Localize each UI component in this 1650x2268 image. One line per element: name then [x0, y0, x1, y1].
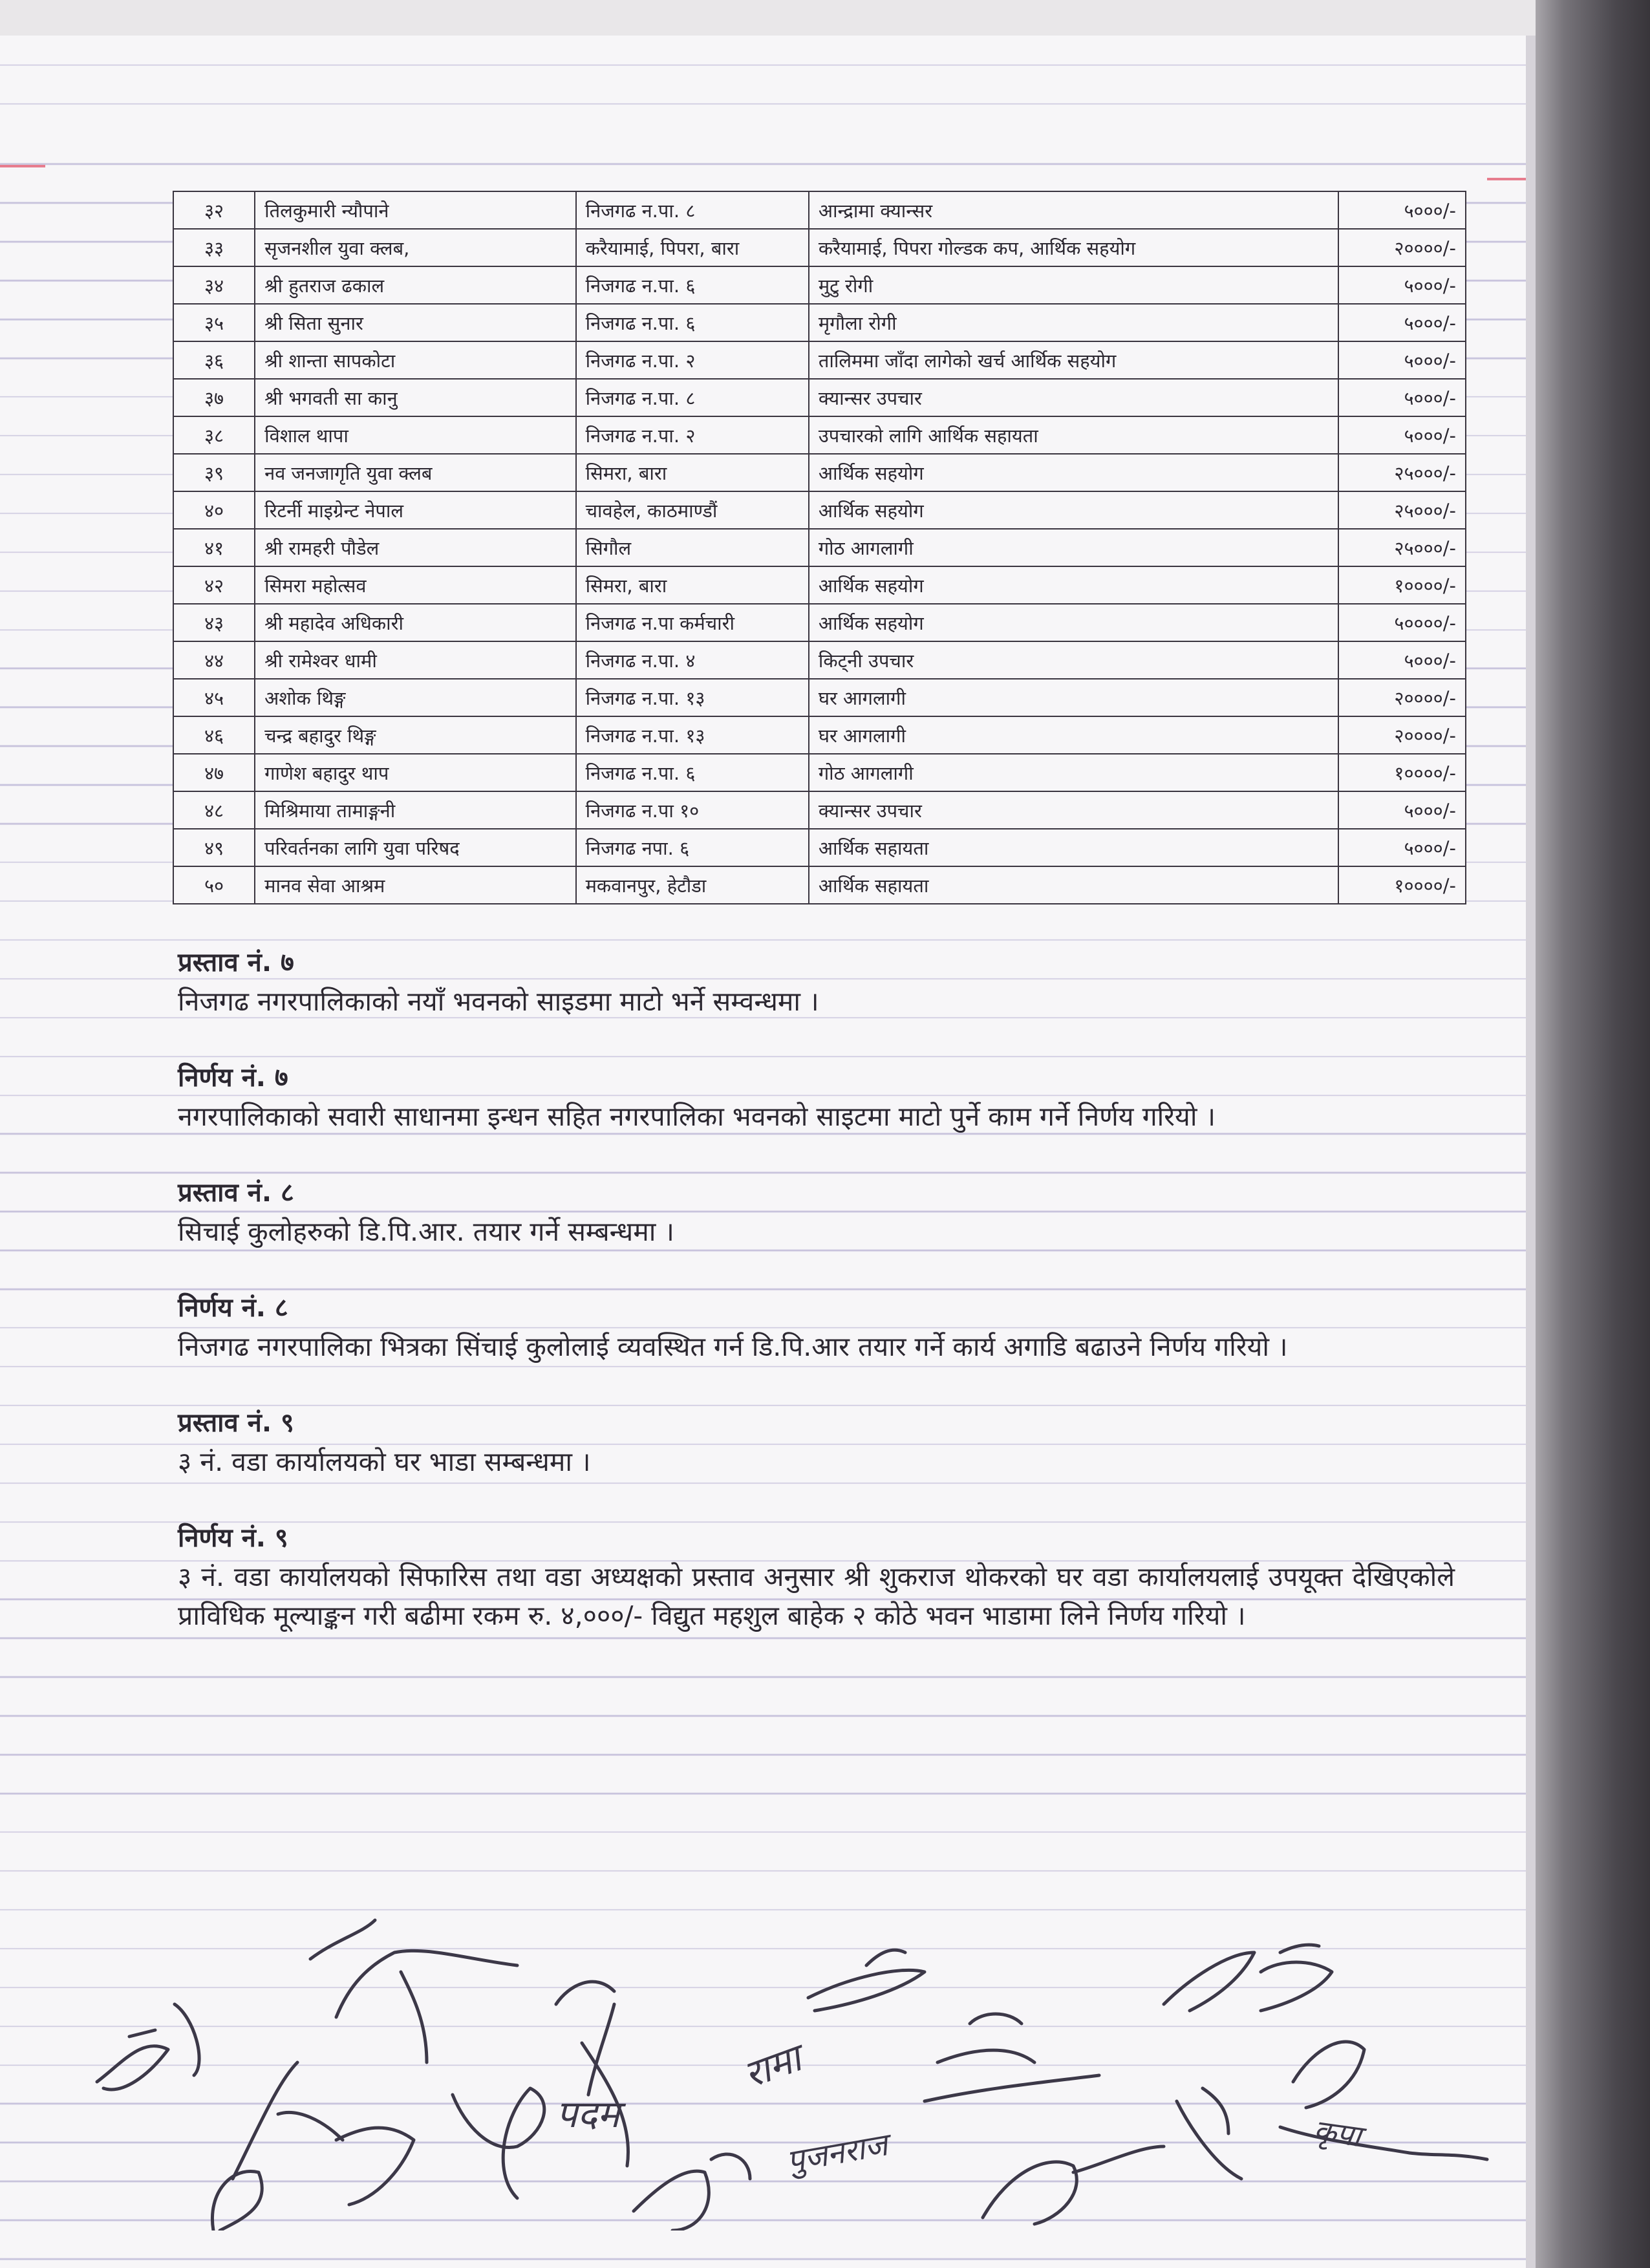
section-text: ३ नं. वडा कार्यालयको सिफारिस तथा वडा अध्यक्षको प्रस्ताव अनुसार श्री शुकराज थोकरको घर वडा कार्यालयलाई उपयूक्त देखिएकोले प्राविधिक मूल्याङ्कन गरी बढीमा रकम रु. ४,०००/- विद्युत महशुल बाहेक २ कोठे भवन भाडामा लिने निर्णय गरियो ।	[178, 1561, 1455, 1631]
recipient-address: सिमरा, बारा	[576, 454, 809, 491]
signatures-area	[65, 1868, 1552, 2231]
grant-amount: २५०००/-	[1338, 529, 1466, 566]
signature-mark	[97, 2004, 199, 2090]
recipient-address: निजगढ न.पा. ६	[576, 304, 809, 341]
signature-mark	[1280, 2042, 1487, 2159]
table-row	[173, 604, 1466, 641]
recipient-name: सिमरा महोत्सव	[255, 566, 575, 604]
recipient-address: निजगढ नपा. ६	[576, 829, 809, 866]
document-content	[168, 191, 1455, 1635]
recipient-address: निजगढ न.पा. ८	[576, 379, 809, 416]
table-row	[173, 791, 1466, 829]
section-text: नगरपालिकाको सवारी साधानमा इन्धन सहित नगरपालिका भवनको साइटमा माटो पुर्ने काम गर्ने निर्णय गरियो ।	[178, 1101, 1216, 1132]
grant-purpose: घर आगलागी	[809, 679, 1338, 716]
row-number: ४१	[173, 529, 255, 566]
grant-purpose: क्यान्सर उपचार	[809, 791, 1338, 829]
row-number: ४२	[173, 566, 255, 604]
grant-purpose: आर्थिक सहायता	[809, 866, 1338, 904]
notebook-binding	[1536, 0, 1650, 2268]
section-text: निजगढ नगरपालिकाको नयाँ भवनको साइडमा माटो भर्ने सम्वन्धमा ।	[178, 986, 819, 1017]
row-number: ४६	[173, 716, 255, 754]
resolution-sections	[168, 943, 1455, 1635]
grant-purpose: मुटु रोगी	[809, 266, 1338, 304]
recipient-address: निजगढ न.पा. ४	[576, 641, 809, 679]
resolution-block	[178, 1404, 1455, 1481]
table-row	[173, 866, 1466, 904]
grant-amount: ५०००/-	[1338, 304, 1466, 341]
recipient-address: सिगौल	[576, 529, 809, 566]
table-row	[173, 454, 1466, 491]
grant-purpose: मृगौला रोगी	[809, 304, 1338, 341]
recipient-name: रिटर्नी माइग्रेन्ट नेपाल	[255, 491, 575, 529]
grant-amount: ५०००/-	[1338, 191, 1466, 229]
recipient-address: निजगढ न.पा. १३	[576, 716, 809, 754]
table-row	[173, 716, 1466, 754]
signature-text: रामा	[738, 2036, 807, 2097]
signature-text: कृपा	[1311, 2112, 1364, 2154]
signature-mark	[1261, 1945, 1332, 2011]
row-number: ४९	[173, 829, 255, 866]
grant-amount: ५०००/-	[1338, 266, 1466, 304]
section-text: निजगढ नगरपालिका भित्रका सिंचाई कुलोलाई व्यवस्थित गर्न डि.पि.आर तयार गर्ने कार्य अगाडि बढाउने निर्णय गरियो ।	[178, 1331, 1288, 1362]
row-number: ३३	[173, 229, 255, 266]
recipient-name: श्री भगवती सा कानु	[255, 379, 575, 416]
table-row	[173, 191, 1466, 229]
section-heading: प्रस्ताव नं. ९	[178, 1408, 294, 1438]
grant-amount: २५०००/-	[1338, 491, 1466, 529]
grant-purpose: किट्नी उपचार	[809, 641, 1338, 679]
grant-purpose: घर आगलागी	[809, 716, 1338, 754]
margin-line	[0, 165, 45, 167]
table-row	[173, 529, 1466, 566]
table-row	[173, 229, 1466, 266]
signatures-drawing	[65, 1868, 1552, 2231]
grant-amount: १००००/-	[1338, 566, 1466, 604]
table-row	[173, 491, 1466, 529]
grants-table-body	[173, 191, 1466, 904]
recipient-name: तिलकुमारी न्यौपाने	[255, 191, 575, 229]
recipient-name: मिश्रिमाया तामाङ्गनी	[255, 791, 575, 829]
recipient-name: अशोक थिङ्ग	[255, 679, 575, 716]
section-text: ३ नं. वडा कार्यालयको घर भाडा सम्बन्धमा ।	[178, 1446, 591, 1477]
section-heading: निर्णय नं. ९	[178, 1523, 288, 1553]
recipient-address: निजगढ न.पा. १३	[576, 679, 809, 716]
row-number: ४८	[173, 791, 255, 829]
row-number: ३६	[173, 341, 255, 379]
grant-purpose: आर्थिक सहयोग	[809, 566, 1338, 604]
signature-mark	[1164, 1952, 1254, 2179]
grant-purpose: आर्थिक सहयोग	[809, 491, 1338, 529]
grant-amount: ५०००/-	[1338, 341, 1466, 379]
row-number: ५०	[173, 866, 255, 904]
grant-amount: २००००/-	[1338, 679, 1466, 716]
grant-purpose: क्यान्सर उपचार	[809, 379, 1338, 416]
table-row	[173, 304, 1466, 341]
row-number: ३४	[173, 266, 255, 304]
recipient-address: करैयामाई, पिपरा, बारा	[576, 229, 809, 266]
signature-mark	[808, 1950, 925, 2011]
section-heading: प्रस्ताव नं. ७	[178, 948, 294, 978]
recipient-name: विशाल थापा	[255, 416, 575, 454]
grant-purpose: आन्द्रामा क्यान्सर	[809, 191, 1338, 229]
table-row	[173, 379, 1466, 416]
table-row	[173, 566, 1466, 604]
table-row	[173, 829, 1466, 866]
signature-mark	[634, 2154, 750, 2231]
recipient-name: श्री रामेश्वर धामी	[255, 641, 575, 679]
recipient-name: सृजनशील युवा क्लब,	[255, 229, 575, 266]
recipient-name: श्री सिता सुनार	[255, 304, 575, 341]
recipient-address: निजगढ न.पा कर्मचारी	[576, 604, 809, 641]
signature-text: पदम	[556, 2092, 620, 2136]
section-heading: निर्णय नं. ७	[178, 1063, 288, 1093]
table-row	[173, 266, 1466, 304]
grant-purpose: आर्थिक सहयोग	[809, 454, 1338, 491]
grant-amount: ५०००/-	[1338, 641, 1466, 679]
recipient-address: निजगढ न.पा. ६	[576, 754, 809, 791]
section-heading: निर्णय नं. ८	[178, 1293, 288, 1323]
table-row	[173, 679, 1466, 716]
grant-amount: २००००/-	[1338, 229, 1466, 266]
row-number: ३२	[173, 191, 255, 229]
signature-mark	[336, 2088, 544, 2205]
table-row	[173, 341, 1466, 379]
row-number: ३७	[173, 379, 255, 416]
signature-mark	[983, 2146, 1164, 2224]
grants-table	[173, 191, 1466, 904]
recipient-address: चावहेल, काठमाण्डौं	[576, 491, 809, 529]
recipient-address: निजगढ न.पा. २	[576, 341, 809, 379]
table-row	[173, 754, 1466, 791]
grant-amount: १००००/-	[1338, 754, 1466, 791]
grant-purpose: आर्थिक सहायता	[809, 829, 1338, 866]
grant-purpose: आर्थिक सहयोग	[809, 604, 1338, 641]
recipient-address: सिमरा, बारा	[576, 566, 809, 604]
recipient-name: मानव सेवा आश्रम	[255, 866, 575, 904]
recipient-name: श्री महादेव अधिकारी	[255, 604, 575, 641]
recipient-name: नव जनजागृति युवा क्लब	[255, 454, 575, 491]
table-row	[173, 416, 1466, 454]
grant-amount: ५००००/-	[1338, 604, 1466, 641]
signature-mark	[310, 1920, 517, 2062]
resolution-block	[178, 943, 1455, 1021]
recipient-address: निजगढ न.पा १०	[576, 791, 809, 829]
grant-purpose: उपचारको लागि आर्थिक सहायता	[809, 416, 1338, 454]
signature-mark	[925, 2014, 1099, 2101]
grant-amount: २००००/-	[1338, 716, 1466, 754]
row-number: ४४	[173, 641, 255, 679]
grant-amount: २५०००/-	[1338, 454, 1466, 491]
grant-purpose: गोठ आगलागी	[809, 529, 1338, 566]
recipient-name: गाणेश बहादुर थाप	[255, 754, 575, 791]
resolution-block	[178, 1058, 1455, 1136]
signature-text: पुजनराज	[784, 2126, 890, 2180]
grant-amount: ५०००/-	[1338, 416, 1466, 454]
grant-purpose: करैयामाई, पिपरा गोल्डक कप, आर्थिक सहयोग	[809, 229, 1338, 266]
resolution-block	[178, 1173, 1455, 1251]
row-number: ३८	[173, 416, 255, 454]
row-number: ३९	[173, 454, 255, 491]
recipient-address: निजगढ न.पा. ८	[576, 191, 809, 229]
recipient-name: परिवर्तनका लागि युवा परिषद	[255, 829, 575, 866]
resolution-block	[178, 1289, 1455, 1366]
row-number: ३५	[173, 304, 255, 341]
grant-amount: ५०००/-	[1338, 829, 1466, 866]
grant-purpose: गोठ आगलागी	[809, 754, 1338, 791]
signature-mark	[212, 2062, 343, 2231]
recipient-address: निजगढ न.पा. ६	[576, 266, 809, 304]
recipient-name: चन्द्र बहादुर थिङ्ग	[255, 716, 575, 754]
section-text: सिचाई कुलोहरुको डि.पि.आर. तयार गर्ने सम्बन्धमा ।	[178, 1216, 674, 1247]
recipient-name: श्री रामहरी पौडेल	[255, 529, 575, 566]
grant-purpose: तालिममा जाँदा लागेको खर्च आर्थिक सहयोग	[809, 341, 1338, 379]
grant-amount: १००००/-	[1338, 866, 1466, 904]
row-number: ४५	[173, 679, 255, 716]
recipient-name: श्री शान्ता सापकोटा	[255, 341, 575, 379]
recipient-name: श्री हुतराज ढकाल	[255, 266, 575, 304]
row-number: ४०	[173, 491, 255, 529]
signature-mark	[556, 1982, 628, 2166]
resolution-block	[178, 1519, 1455, 1635]
row-number: ४३	[173, 604, 255, 641]
grant-amount: ५०००/-	[1338, 379, 1466, 416]
grant-amount: ५०००/-	[1338, 791, 1466, 829]
section-heading: प्रस्ताव नं. ८	[178, 1178, 294, 1208]
recipient-address: निजगढ न.पा. २	[576, 416, 809, 454]
row-number: ४७	[173, 754, 255, 791]
recipient-address: मकवानपुर, हेटौडा	[576, 866, 809, 904]
table-row	[173, 641, 1466, 679]
